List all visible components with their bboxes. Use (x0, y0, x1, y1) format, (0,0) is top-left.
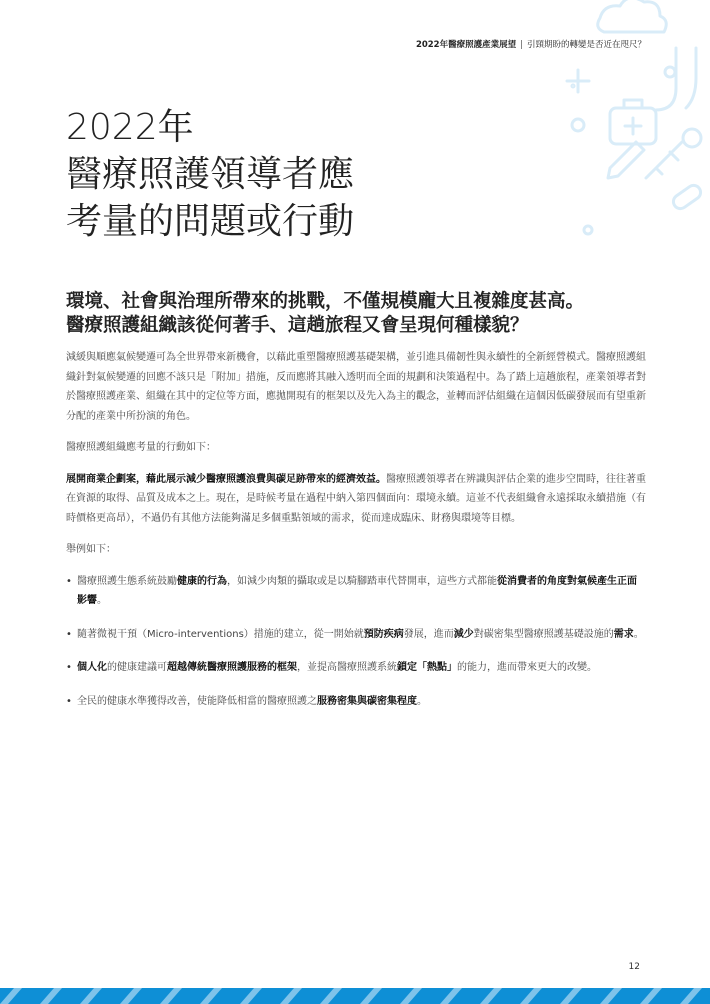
item-text: 的能力，進而帶來更大的改變。 (457, 662, 597, 673)
bandage-icon (671, 183, 704, 212)
medical-kit-icon (610, 100, 656, 144)
actions-intro: 醫療照護組織應考量的行動如下： (66, 442, 216, 453)
item-emphasis: 預防疾病 (363, 628, 404, 640)
stethoscope-icon (656, 48, 701, 147)
title-line: 醫療照護領導者應 (66, 154, 355, 195)
cloud-icon (598, 0, 667, 32)
item-emphasis: 鎖定「熱點」 (397, 662, 457, 673)
example-list (66, 572, 646, 712)
item-emphasis: 從消費者的角度對氣候產生正面影響 (77, 575, 637, 606)
plus-sign-icon (567, 70, 589, 92)
item-text: 對碳密集型醫療照護基礎設施的 (473, 628, 614, 640)
action-heading: 展開商業企劃案，藉此展示減少醫療照護浪費與碳足跡帶來的經濟效益。 (66, 473, 386, 485)
list-item (66, 572, 646, 611)
item-emphasis: 服務密集與碳密集程度 (317, 695, 417, 707)
bottom-stripe-bar (0, 988, 710, 1004)
header-separator: | (520, 40, 523, 50)
item-text: ，如減少肉類的攝取或是以騎腳踏車代替開車，這些方式都能 (227, 575, 497, 587)
item-text: 。 (633, 628, 644, 640)
subtitle-line: 醫療照護組織該從何著手、這趟旅程又會呈現何種樣貌？ (66, 315, 529, 336)
report-subtitle: 引頸期盼的轉變是否近在咫尺？ (526, 40, 646, 50)
item-text: 。 (97, 595, 107, 606)
syringe-icon (646, 142, 682, 178)
list-item (66, 625, 646, 645)
page-number: 12 (628, 962, 640, 972)
report-title: 2022年醫療照護產業展望 (415, 40, 517, 50)
examples-intro: 舉例如下： (66, 544, 116, 555)
pen-icon (608, 142, 644, 178)
item-text: 。 (417, 695, 427, 707)
title-line: 考量的問題或行動 (66, 201, 355, 242)
item-emphasis: 需求 (613, 628, 634, 640)
item-text: 隨著微視干預（Micro-interventions）措施的建立，從一開始就 (77, 628, 364, 640)
subtitle-line: 環境、社會與治理所帶來的挑戰，不僅規模龐大且複雜度甚高。 (66, 291, 585, 312)
item-text: 的健康建議可 (107, 662, 167, 673)
item-text: 發展，進而 (403, 628, 454, 640)
list-item (66, 658, 646, 678)
item-text: 全民的健康水準獲得改善，使能降低相當的醫療照護之 (77, 695, 317, 707)
item-text: 醫療照護生態系統鼓勵 (77, 575, 177, 587)
item-text: ，並提高醫療照護系統 (297, 662, 397, 673)
item-emphasis: 超越傳統醫療照護服務的框架 (167, 662, 297, 673)
list-item (66, 692, 646, 712)
page-title (66, 104, 486, 245)
action-text: 醫療照護領導者在辨識與評估企業的進步空間時，往往著重在資源的取得、品質及成本之上。現在，是時候考量在過程中納入第四個面向：環境永續。這並不代表組織會永遠採取永續措施（有時價格更高昂），不過仍有其他方法能夠滿足多個重點領域的需求，從而達成臨床、財務與環境等目標。 (66, 473, 646, 524)
item-emphasis: 減少 (453, 628, 474, 640)
body-text (66, 348, 646, 725)
healthcare-doodle-icons (470, 0, 710, 260)
item-emphasis: 個人化 (77, 662, 107, 673)
action-paragraph (66, 470, 646, 529)
title-line: 2022年 (66, 107, 194, 148)
intro-paragraph: 減緩與順應氣候變遷可為全世界帶來新機會，以藉此重塑醫療照護基礎架構，並引進具備韌性與永續性的全新經營模式。醫療照護組織針對氣候變遷的回應不該只是「附加」措施，反而應將其融入透明而全面的規劃和決策過程中。為了踏上這趟旅程，產業領導者對於醫療照護產業、組織在其中的定位等方面，應拋開現有的框架以及先入為主的觀念，並轉而評估組織在這個因低碳發展而有望重新分配的產業中所扮演的角色。 (66, 352, 646, 422)
item-emphasis: 健康的行為 (177, 575, 227, 587)
page-subtitle (66, 290, 656, 338)
